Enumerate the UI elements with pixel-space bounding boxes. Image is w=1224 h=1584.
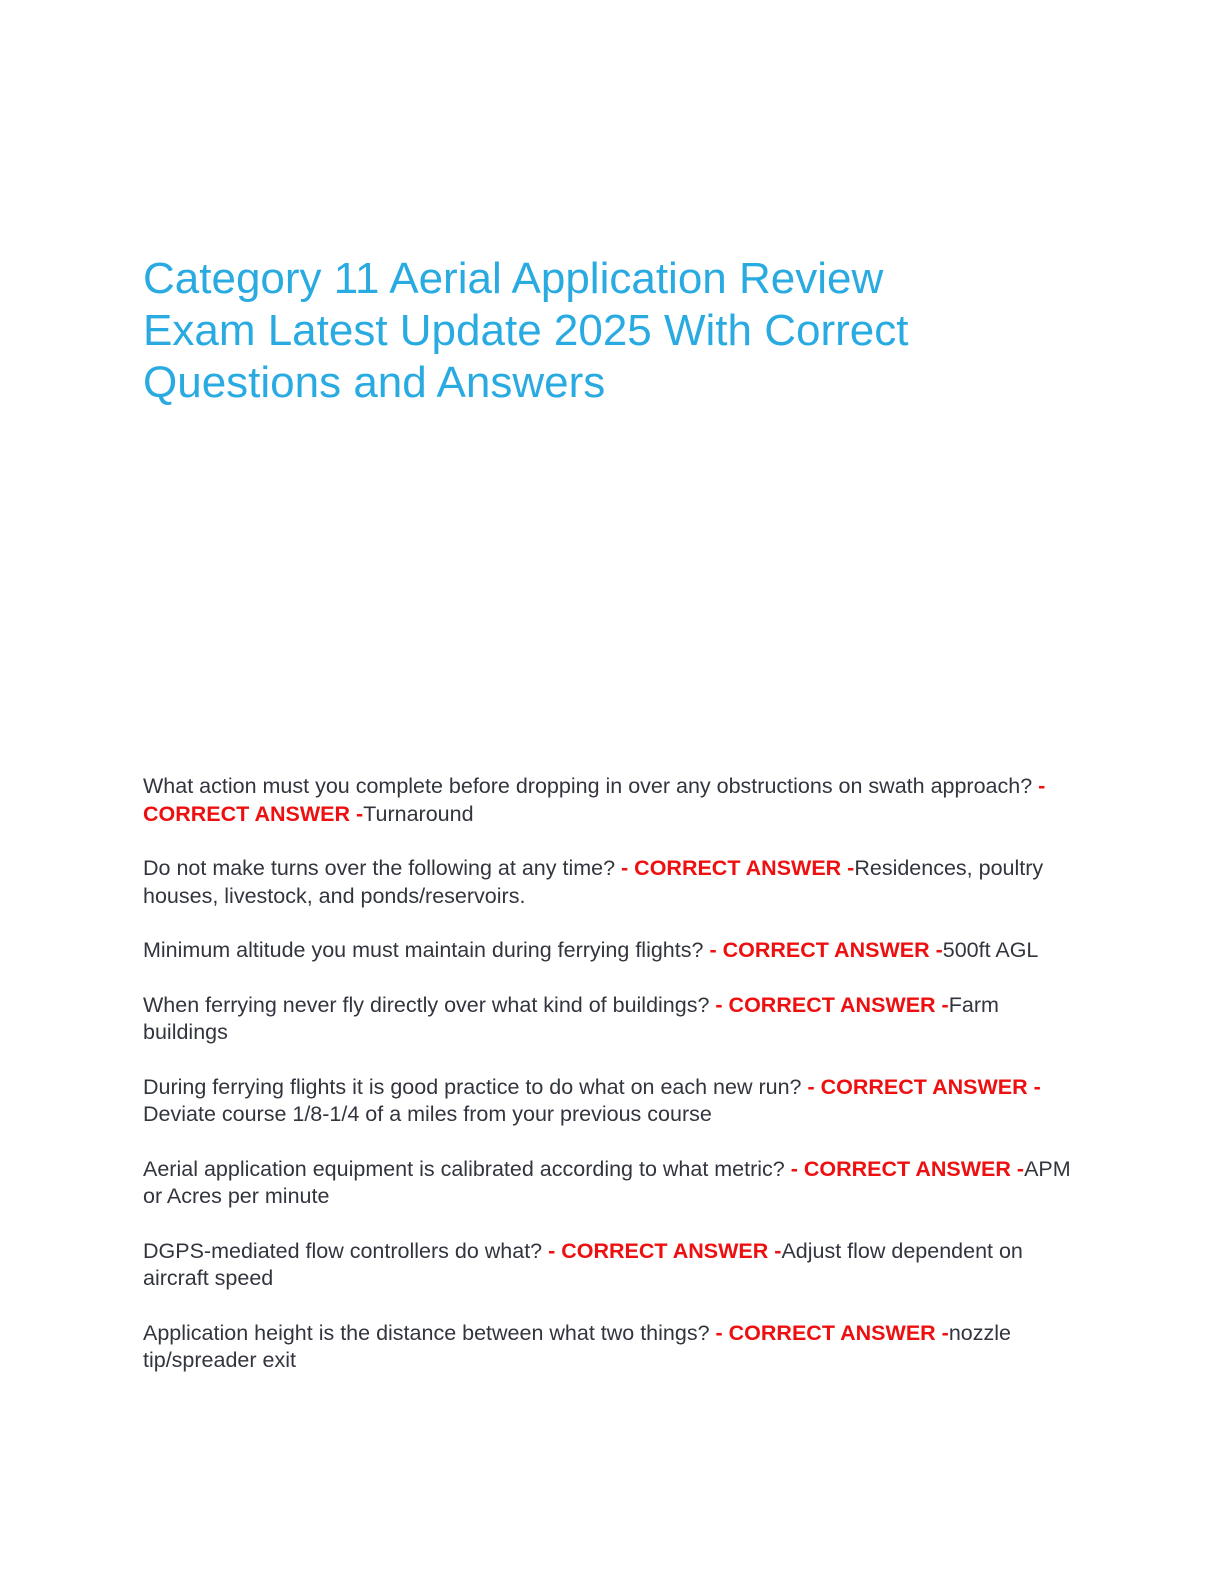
qa-answer: Farm buildings <box>143 992 999 1044</box>
qa-answer: 500ft AGL <box>942 938 1039 962</box>
page-title-line: Exam Latest Update 2025 With Correct <box>143 306 909 355</box>
correct-answer-marker: - CORRECT ANSWER - <box>807 1074 1041 1099</box>
qa-answer: nozzle tip/spreader exit <box>143 1320 1011 1372</box>
page-content <box>143 0 1081 1402</box>
qa-question: DGPS-mediated flow controllers do what? <box>143 1238 543 1263</box>
qa-item <box>143 937 1081 965</box>
qa-list <box>143 773 1081 1375</box>
qa-question: When ferrying never fly directly over what kind of buildings? <box>143 992 710 1017</box>
qa-item <box>143 1320 1081 1375</box>
qa-answer: Deviate course 1/8-1/4 of a miles from your previous course <box>143 1102 712 1126</box>
qa-question: During ferrying flights it is good practice to do what on each new run? <box>143 1074 802 1099</box>
qa-item <box>143 992 1081 1047</box>
page-title-line: Questions and Answers <box>143 358 606 407</box>
qa-question: Do not make turns over the following at any time? <box>143 856 616 880</box>
correct-answer-marker: - CORRECT ANSWER - <box>715 1320 949 1345</box>
correct-answer-marker: - CORRECT ANSWER - <box>548 1238 782 1263</box>
qa-question: Minimum altitude you must maintain during ferrying flights? <box>143 938 704 962</box>
qa-question: What action must you complete before dropping in over any obstructions on swath approach? <box>143 774 1033 798</box>
page-title-line: Category 11 Aerial Application Review <box>143 254 884 303</box>
qa-item <box>143 1156 1081 1211</box>
qa-answer: Residences, poultry houses, livestock, and ponds/reservoirs. <box>143 856 1044 908</box>
qa-question: Application height is the distance between what two things? <box>143 1320 710 1345</box>
correct-answer-marker: - CORRECT ANSWER - <box>715 992 949 1017</box>
qa-item <box>143 1074 1081 1129</box>
qa-answer: Adjust flow dependent on aircraft speed <box>143 1238 1023 1290</box>
qa-answer: APM or Acres per minute <box>143 1156 1071 1208</box>
qa-item <box>143 855 1081 910</box>
correct-answer-marker: - CORRECT ANSWER - <box>790 1156 1025 1181</box>
qa-answer: Turnaround <box>363 801 474 826</box>
correct-answer-marker: - CORRECT ANSWER - <box>143 774 1046 826</box>
qa-question: Aerial application equipment is calibrated according to what metric? <box>143 1156 785 1181</box>
correct-answer-marker: - CORRECT ANSWER - <box>621 856 855 880</box>
page-title <box>143 253 1081 409</box>
correct-answer-marker: - CORRECT ANSWER - <box>709 938 943 962</box>
qa-item <box>143 1238 1081 1293</box>
qa-item <box>143 773 1081 828</box>
